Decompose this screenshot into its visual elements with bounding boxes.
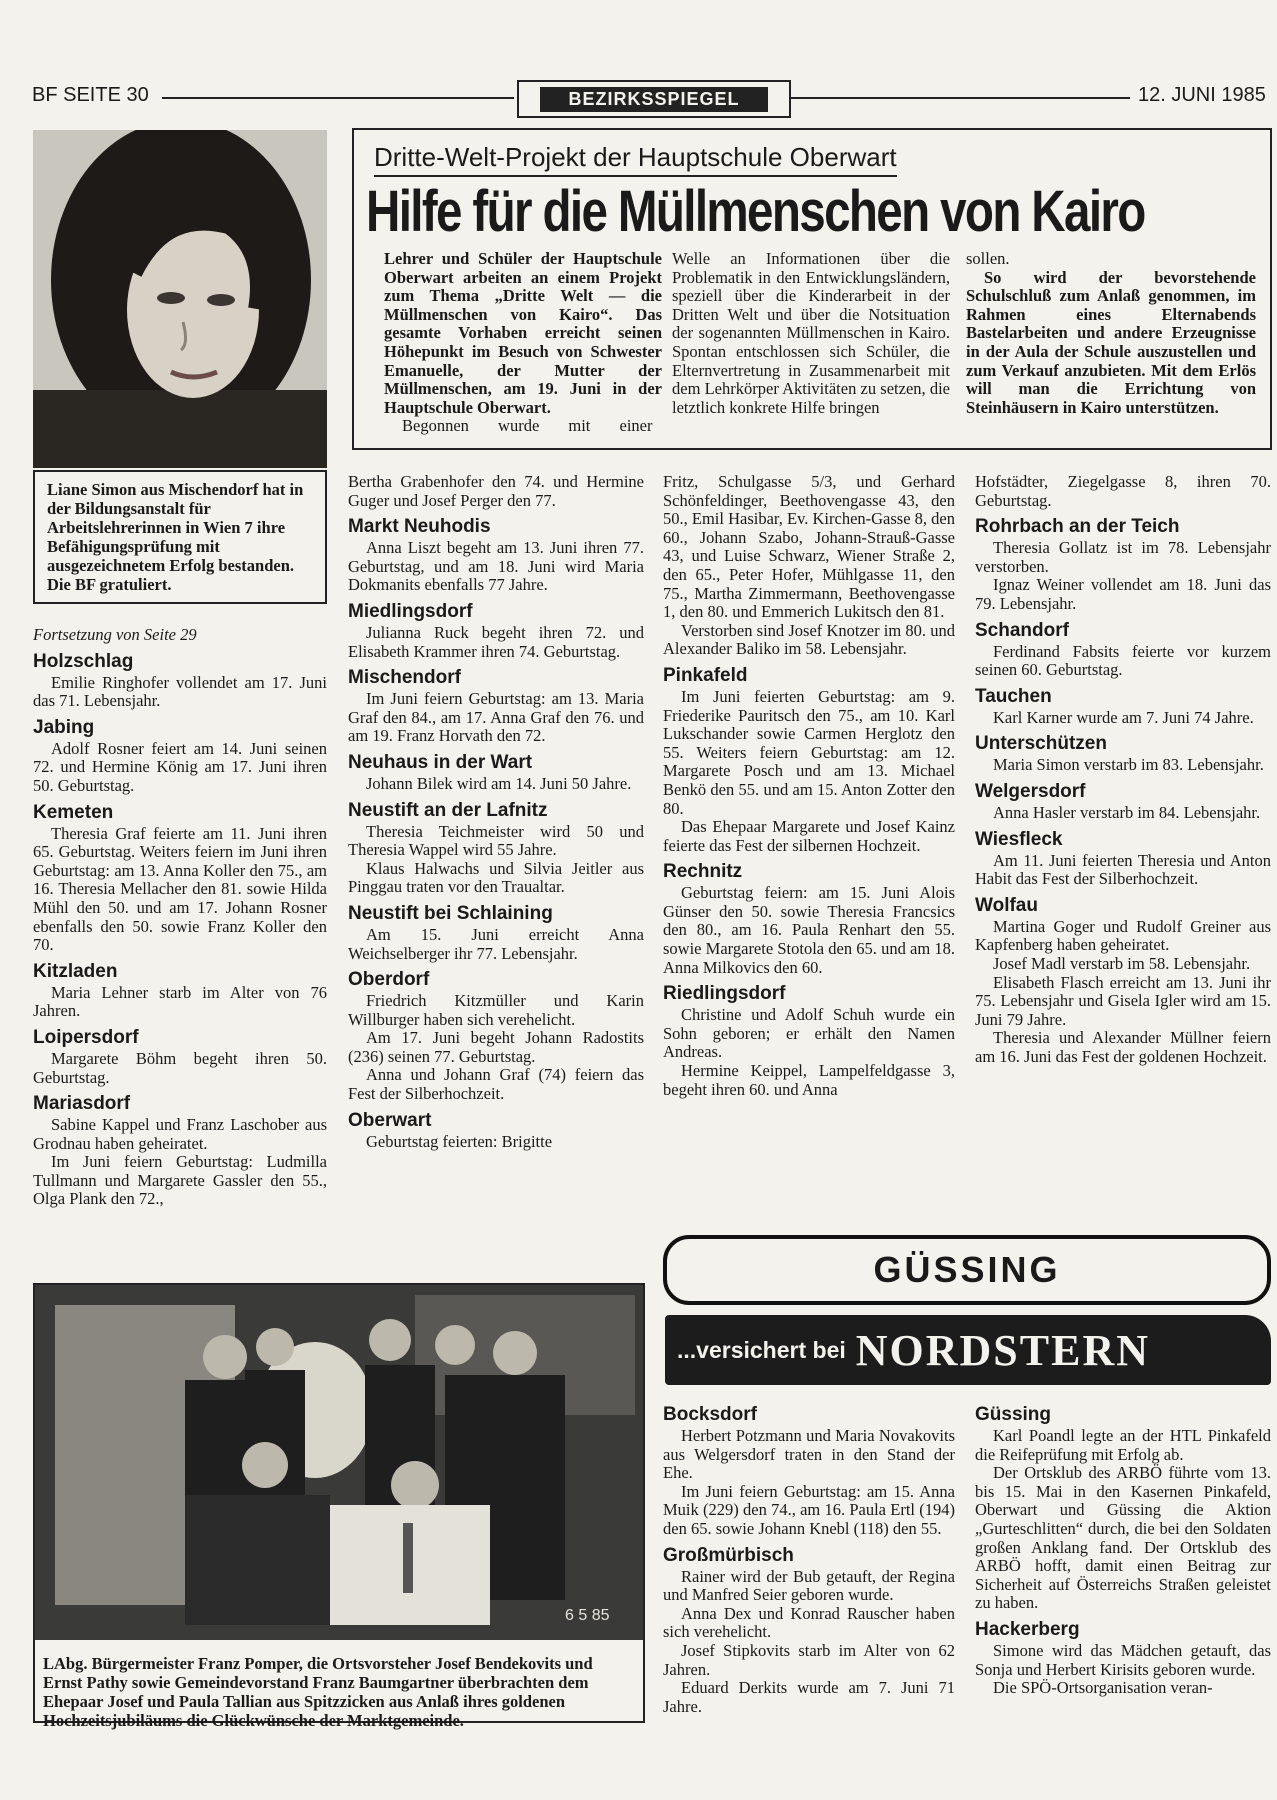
article-col3-b: So wird der bevorstehende Schulschluß zum Anlaß genommen, im Rahmen eines Elternabends Bastelarbeiten und andere Erzeugnisse in der Aula der Schule auszustellen und zum Verkauf anzubieten. Mit dem Erlös will man die Errichtung von Steinhäusern in Kairo unterstützen.	[966, 267, 1256, 417]
sponsor-prefix: ...versichert bei	[677, 1336, 846, 1363]
column-intro: Bertha Grabenhofer den 74. und Hermine Guger und Josef Perger den 77.	[348, 472, 644, 510]
header-rule-left	[162, 97, 514, 99]
section-paragraph: Karl Karner wurde am 7. Juni 74 Jahre.	[993, 707, 1254, 727]
section-heading: Markt Neuhodis	[348, 516, 491, 538]
section-heading: Pinkafeld	[663, 664, 748, 686]
section-heading: Mariasdorf	[33, 1093, 131, 1115]
section-heading: Bocksdorf	[663, 1404, 757, 1425]
group-photo	[35, 1285, 643, 1640]
page-number: BF SEITE 30	[32, 84, 149, 106]
section-heading: Hackerberg	[975, 1618, 1080, 1640]
section-heading: Jabing	[33, 716, 95, 738]
section-heading: Riedlingsdorf	[663, 983, 786, 1005]
section-heading: Holzschlag	[33, 650, 134, 672]
section-paragraph: Martina Goger und Rudolf Greiner aus Kapfenberg haben geheiratet.	[975, 916, 1271, 955]
section-paragraph: Im Juni feiern Geburtstag: am 13. Maria Graf den 84., am 17. Anna Graf den 76. und am 19. Franz Horvath den 72.	[348, 689, 644, 746]
section-paragraph: Emilie Ringhofer vollendet am 17. Juni das 71. Lebensjahr.	[33, 672, 327, 711]
section-paragraph: Adolf Rosner feiert am 14. Juni seinen 72. und Hermine König am 17. Juni ihren 50. Geburtstag.	[33, 738, 327, 795]
section-paragraph: Anna Hasler verstarb im 84. Lebensjahr.	[993, 802, 1261, 822]
portrait-caption: Liane Simon aus Mischendorf hat in der Bildungsanstalt für Arbeitslehrerinnen in Wien 7 ihre Befähigungsprüfung mit ausgezeichnetem Erfolg bestanden. Die BF gratuliert.	[33, 470, 327, 604]
group-photo-caption: LAbg. Bürgermeister Franz Pomper, die Ortsvorsteher Josef Bendekovits und Ernst Pathy sowie Gemeindevorstand Franz Baumgartner überbrachten dem Ehepaar Josef und Paula Tallian aus Spitzzicken aus Anlaß ihres goldenen Hochzeitsjubiläums die Glückwünsche der Marktgemeinde.	[43, 1654, 593, 1730]
column-intro: Fritz, Schulgasse 5/3, und Gerhard Schönfeldinger, Beethovengasse 43, den 50., Emil Hasibar, Ev. Kirchen-Gasse 8, den 60., Johann Szabo, Johann-Strauß-Gasse 43, und Luise Schwarz, Wiener Straße 2, den 65., Peter Hofer, Mühlgasse 11, den 75., Martha Zimmermann, Beethovengasse 1, den 80. und Emmerich Lukitsch den 81.	[663, 472, 955, 622]
masthead-label: BEZIRKSSPIEGEL	[540, 87, 767, 112]
section-paragraph: Im Juni feiern Geburtstag: am 15. Anna Muik (229) den 74., am 16. Paula Ertl (194) den 65. sowie Johann Knebl (118) den 55.	[663, 1481, 955, 1538]
section-paragraph: Elisabeth Flasch erreicht am 13. Juni ihr 75. Lebensjahr und Gisela Igler wird am 15. Juni 79 Jahre.	[975, 972, 1271, 1029]
lead-article	[352, 128, 1272, 450]
photo-date-stamp: 6 5 85	[565, 1607, 610, 1624]
section-paragraph: Hermine Keippel, Lampelfeldgasse 3, begeht ihren 60. und Anna	[663, 1061, 955, 1099]
section-paragraph: Im Juni feiern Geburtstag: Ludmilla Tullmann und Margarete Gassler den 55., Olga Plank den 72.,	[33, 1152, 327, 1209]
continuation-note: Fortsetzung von Seite 29	[33, 625, 197, 644]
section-paragraph: Ferdinand Fabsits feierte vor kurzem seinen 60. Geburtstag.	[975, 641, 1271, 680]
portrait-photo	[33, 130, 327, 468]
section-paragraph: Anna Liszt begeht am 13. Juni ihren 77. Geburtstag, und am 18. Juni wird Maria Dokmanits ebenfalls 77 Jahre.	[348, 538, 644, 595]
section-paragraph: Josef Stipkovits starb im Alter von 62 Jahren.	[663, 1640, 955, 1679]
section-paragraph: Am 17. Juni begeht Johann Radostits (236) seinen 77. Geburtstag.	[348, 1028, 644, 1066]
section-paragraph: Theresia Teichmeister wird 50 und Theresia Wappel wird 55 Jahre.	[348, 821, 644, 860]
section-heading: Kemeten	[33, 801, 114, 823]
section-paragraph: Johann Bilek wird am 14. Juni 50 Jahre.	[366, 773, 632, 793]
section-paragraph: Josef Madl verstarb im 58. Lebensjahr.	[993, 953, 1251, 973]
column-4	[975, 473, 1271, 1066]
column-intro: Hofstädter, Ziegelgasse 8, ihren 70. Geburtstag.	[975, 472, 1271, 510]
section-heading: Neustift bei Schlaining	[348, 902, 553, 924]
section-heading: Wiesfleck	[975, 828, 1063, 850]
column-2	[348, 473, 644, 1151]
section-heading: Neuhaus in der Wart	[348, 751, 533, 773]
section-paragraph: Friedrich Kitzmüller und Karin Willburger haben sich verehelicht.	[348, 991, 644, 1029]
section-paragraph: Rainer wird der Bub getauft, der Regina und Manfred Seier geboren wurde.	[663, 1566, 955, 1605]
section-paragraph: Am 15. Juni erreicht Anna Weichselberger ihr 77. Lebensjahr.	[348, 924, 644, 963]
guessing-title: GÜSSING	[873, 1249, 1061, 1290]
guessing-column-1	[663, 1398, 955, 1716]
article-col-2	[672, 250, 950, 417]
section-paragraph: Im Juni feierten Geburtstag: am 9. Friederike Pauritsch den 75., am 10. Karl Lukschander sowie Carmen Herglotz den 55. Weiters feiern Geburtstag: am 12. Margarete Posch und am 13. Michael Benkö den 55. und am 15. Anton Zotter den 80.	[663, 686, 955, 818]
section-heading: Güssing	[975, 1404, 1052, 1425]
section-paragraph: Sabine Kappel und Franz Laschober aus Grodnau haben geheiratet.	[33, 1115, 327, 1153]
section-heading: Miedlingsdorf	[348, 600, 473, 622]
issue-date: 12. JUNI 1985	[1138, 84, 1266, 106]
section-paragraph: Die SPÖ-Ortsorganisation veran-	[993, 1678, 1213, 1698]
guessing-banner	[663, 1235, 1271, 1305]
section-heading: Großmürbisch	[663, 1544, 794, 1566]
article-col3-a: sollen.	[966, 249, 1010, 268]
column-3	[663, 473, 955, 1099]
section-heading: Oberwart	[348, 1109, 432, 1131]
section-paragraph: Theresia Graf feierte am 11. Juni ihren 65. Geburtstag. Weiters feiern im Juni ihren Geburtstag: am 13. Anna Koller den 75., am 16. Theresia Mellacher den 81. sowie Hilda Mühl den 50. und am 17. Johann Rosner ebenfalls den 50. sowie Franz Koller den 70.	[33, 823, 327, 955]
masthead	[517, 80, 791, 118]
section-heading: Unterschützen	[975, 733, 1107, 755]
section-paragraph: Anna Dex und Konrad Rauscher haben sich verehelicht.	[663, 1603, 955, 1642]
section-paragraph: Simone wird das Mädchen getauft, das Sonja und Herbert Kirisits geboren wurde.	[975, 1640, 1271, 1679]
article-col-1	[384, 250, 662, 436]
section-paragraph: Christine und Adolf Schuh wurde ein Sohn geboren; er erhält den Namen Andreas.	[663, 1005, 955, 1062]
article-headline: Hilfe für die Müllmenschen von Kairo	[366, 179, 1145, 244]
section-heading: Mischendorf	[348, 667, 461, 689]
section-heading: Welgersdorf	[975, 780, 1086, 802]
section-heading: Schandorf	[975, 619, 1069, 641]
section-paragraph: Am 11. Juni feierten Theresia und Anton Habit das Fest der Silberhochzeit.	[975, 850, 1271, 889]
section-paragraph: Der Ortsklub des ARBÖ führte vom 13. bis 15. Mai in den Kasernen Pinkafeld, Oberwart und Güssing die Aktion „Gurteschlitten“ durch, die bei den Soldaten großen Anklang fand. Der Ortsklub des ARBÖ hofft, damit einen Beitrag zur Sicherheit auf Österreichs Straßen geleistet zu haben.	[975, 1463, 1271, 1613]
section-paragraph: Ignaz Weiner vollendet am 18. Juni das 79. Lebensjahr.	[975, 575, 1271, 613]
column-intro-2: Verstorben sind Josef Knotzer im 80. und Alexander Baliko im 58. Lebensjahr.	[663, 620, 955, 659]
section-paragraph: Maria Simon verstarb im 83. Lebensjahr.	[993, 755, 1264, 775]
sponsor-name: NORDSTERN	[855, 1325, 1151, 1375]
section-heading: Oberdorf	[348, 969, 430, 991]
section-heading: Kitzladen	[33, 960, 118, 982]
section-heading: Rechnitz	[663, 861, 743, 883]
article-kicker: Dritte-Welt-Projekt der Hauptschule Oberwart	[374, 142, 897, 177]
section-heading: Neustift an der Lafnitz	[348, 799, 548, 821]
header-rule-right	[790, 97, 1130, 99]
article-col2-text: Welle an Informationen über die Problematik in den Entwicklungsländern, speziell über die Kinderarbeit in der Dritten Welt und über die Notsituation der sogenannten Müllmenschen in Kairo. Spontan entschlossen sich Schüler, die Elternvertretung in Zusammenarbeit mit dem Lehrkörper Aktivitäten zu setzen, die letztlich konkrete Hilfe bringen	[672, 249, 950, 417]
section-paragraph: Geburtstag feierten: Brigitte	[366, 1131, 553, 1151]
section-paragraph: Geburtstag feiern: am 15. Juni Alois Günser den 50. sowie Theresia Francsics den 80., am 16. Paula Renhart den 55. sowie Margarete Stotola den 65. und am 18. Anna Milkovics den 60.	[663, 883, 955, 977]
section-paragraph: Karl Poandl legte an der HTL Pinkafeld die Reifeprüfung mit Erfolg ab.	[975, 1426, 1271, 1464]
section-paragraph: Klaus Halwachs und Silvia Jeitler aus Pinggau traten vor den Traualtar.	[348, 858, 644, 897]
section-heading: Loipersdorf	[33, 1026, 139, 1048]
section-heading: Tauchen	[975, 685, 1052, 707]
article-col-3	[966, 250, 1256, 417]
sponsor-banner	[665, 1315, 1271, 1385]
section-heading: Rohrbach an der Teich	[975, 516, 1180, 538]
section-paragraph: Eduard Derkits wurde am 7. Juni 71 Jahre.	[663, 1678, 955, 1716]
guessing-column-2	[975, 1398, 1271, 1698]
section-paragraph: Das Ehepaar Margarete und Josef Kainz feierte das Fest der silbernen Hochzeit.	[663, 817, 955, 855]
section-paragraph: Herbert Potzmann und Maria Novakovits aus Welgersdorf traten in den Stand der Ehe.	[663, 1426, 955, 1483]
article-col1-tail: Begonnen wurde mit einer	[402, 416, 653, 436]
section-heading: Wolfau	[975, 894, 1038, 916]
article-lead: Lehrer und Schüler der Hauptschule Oberwart arbeiten an einem Projekt zum Thema „Dritte Welt — die Müllmenschen von Kairo“. Das gesamte Vorhaben erreicht seinen Höhepunkt im Besuch von Schwester Emanuelle, der Mutter der Müllmenschen, am 19. Juni in der Hauptschule Oberwart.	[384, 249, 662, 417]
section-paragraph: Theresia Gollatz ist im 78. Lebensjahr verstorben.	[975, 538, 1271, 576]
section-paragraph: Theresia und Alexander Müllner feiern am 16. Juni das Fest der goldenen Hochzeit.	[975, 1028, 1271, 1066]
column-1	[33, 626, 327, 1209]
section-paragraph: Anna und Johann Graf (74) feiern das Fest der Silberhochzeit.	[348, 1065, 644, 1104]
section-paragraph: Margarete Böhm begeht ihren 50. Geburtstag.	[33, 1048, 327, 1087]
portrait-illustration	[33, 130, 327, 468]
section-paragraph: Maria Lehner starb im Alter von 76 Jahren.	[33, 982, 327, 1021]
section-paragraph: Julianna Ruck begeht ihren 72. und Elisabeth Krammer ihren 74. Geburtstag.	[348, 622, 644, 661]
